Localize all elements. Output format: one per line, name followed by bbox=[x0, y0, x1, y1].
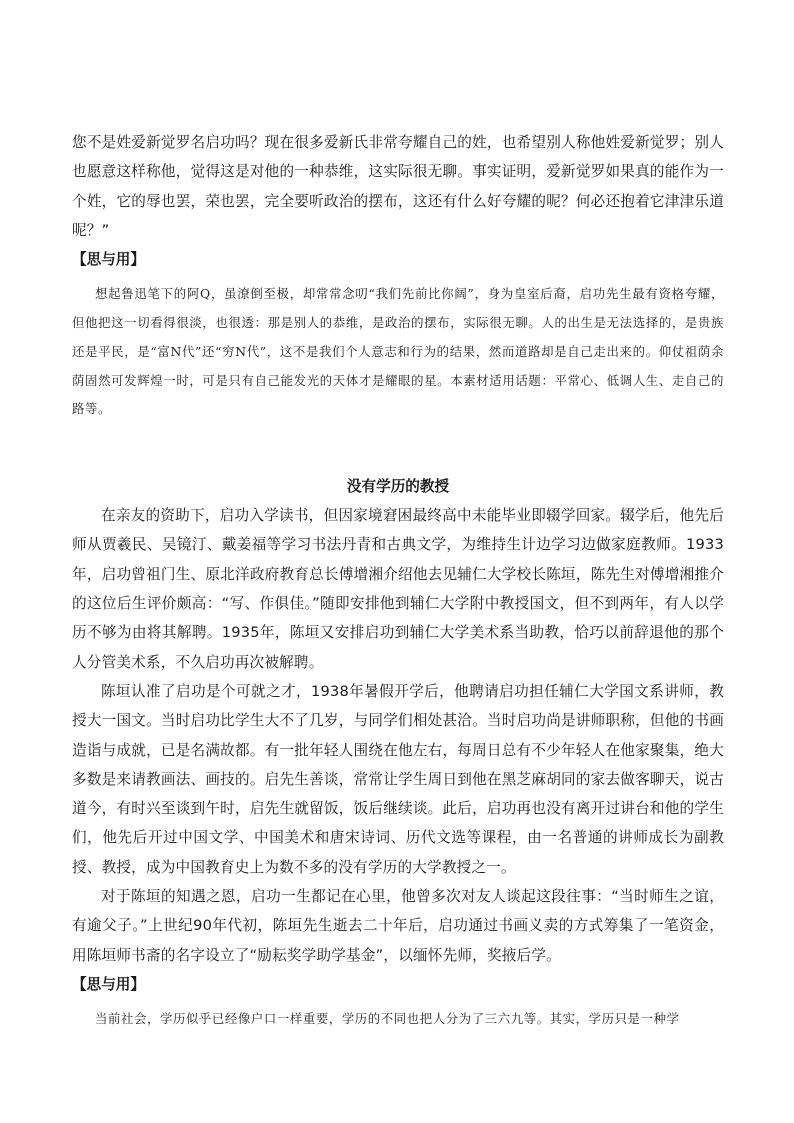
reflection-commentary: 当前社会，学历似乎已经像户口一样重要，学历的不同也把人分为了三六九等。其实，学历只是一种学 bbox=[95, 1010, 680, 1026]
reflection-label: 【思与用】 bbox=[72, 251, 145, 269]
section-title: 没有学历的教授 bbox=[346, 478, 450, 496]
body-paragraph: 在亲友的资助下，启功入学读书，但因家境窘困最终高中未能毕业即辍学回家。辍学后，他先后师从贾羲民、吴镜汀、戴姜福等学习书法丹青和古典文学，为维持生计边学习边做家庭教师。1933年，启功曾祖门生、原北洋政府教育总长傅增湘介绍他去见辅仁大学校长陈垣，陈先生对傅增湘推介的这位后生评价颇高：“写、作俱佳。”随即安排他到辅仁大学附中教授国文，但不到两年，有人以学历不够为由将其解聘。1935年，陈垣又安排启功到辅仁大学美术系当助教，恰巧以前辞退他的那个人分管美术系，不久启功再次被解聘。 bbox=[72, 507, 724, 671]
document-page bbox=[72, 128, 724, 1034]
reflection-commentary: 想起鲁迅笔下的阿Q，虽潦倒至极，却常常念叨“我们先前比你阔”，身为皇室后裔，启功先生最有资格夸耀，但他把这一切看得很淡，也很透：那是别人的恭维，是政治的摆布，实际很无聊。人的出生是无法选择的，是贵族还是平民，是“富N代”还“穷N代”，这不是我们个人意志和行为的结果，然而道路却是自己走出来的。仰仗祖荫余荫固然可发辉煌一时，可是只有自己能发光的天体才是耀眼的星。本素材适用话题：平常心、低调人生、走自己的路等。 bbox=[72, 286, 724, 417]
section-spacer bbox=[72, 424, 724, 472]
body-paragraph: 陈垣认准了启功是个可就之才，1938年暑假开学后，他聘请启功担任辅仁大学国文系讲师，教授大一国文。当时启功比学生大不了几岁，与同学们相处甚洽。当时启功尚是讲师职称，但他的书画造诣与成就，已是名满故都。有一批年轻人围绕在他左右，每周日总有不少年轻人在他家聚集，绝大多数是来请教画法、画技的。启先生善谈，常常让学生周日到他在黑芝麻胡同的家去做客聊天，说古道今，有时兴至谈到午时，启先生就留饭，饭后继续谈。此后，启功再也没有离开过讲台和他的学生们，他先后开过中国文学、中国美术和唐宋诗词、历代文选等课程，由一名普通的讲师成长为副教授、教授，成为中国教育史上为数不多的没有学历的大学教授之一。 bbox=[72, 682, 724, 876]
body-paragraph: 对于陈垣的知遇之恩，启功一生都记在心里，他曾多次对友人谈起这段往事：“当时师生之谊，有逾父子。”上世纪90年代初，陈垣先生逝去二十年后，启功通过书画义卖的方式筹集了一笔资金，用陈垣师书斋的名字设立了“励耘奖学助学基金”，以缅怀先师，奖掖后学。 bbox=[72, 888, 724, 964]
paragraph-continued: 您不是姓爱新觉罗名启功吗？现在很多爱新氏非常夸耀自己的姓，也希望别人称他姓爱新觉罗；别人也愿意这样称他，觉得这是对他的一种恭维，这实际很无聊。事实证明，爱新觉罗如果真的能作为一个姓，它的辱也罢，荣也罢，完全要听政治的摆布，这还有什么好夸耀的呢？何必还抱着它津津乐道呢？” bbox=[72, 134, 724, 239]
reflection-label: 【思与用】 bbox=[72, 975, 145, 993]
